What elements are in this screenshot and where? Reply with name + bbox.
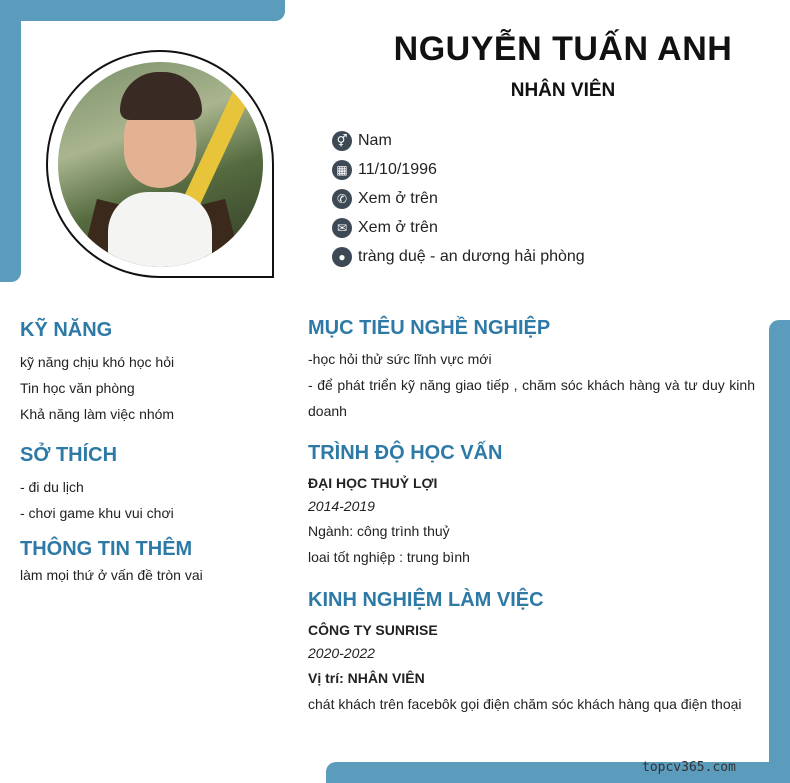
education-heading: TRÌNH ĐỘ HỌC VẤN	[308, 442, 503, 464]
contact-address	[332, 246, 585, 268]
objective-line: -học hỏi thử sức lĩnh vực mới	[308, 351, 492, 367]
objective-body	[308, 346, 755, 424]
contact-email	[332, 217, 438, 239]
objective-line: - để phát triển kỹ năng giao tiếp , chăm sóc khách hàng và tư duy kinh doanh	[308, 377, 755, 419]
skills-heading: KỸ NĂNG	[20, 319, 113, 341]
decor-top-left-bar	[0, 0, 285, 21]
avatar	[58, 62, 263, 267]
skill-item: Khả năng làm việc nhóm	[20, 406, 175, 422]
job-title: NHÂN VIÊN	[510, 80, 616, 101]
education-major: Ngành: công trình thuỷ	[308, 523, 450, 539]
education-school: ĐẠI HỌC THUỶ LỢI	[308, 475, 438, 491]
decor-left-strip	[0, 0, 21, 282]
hobby-item: - chơi game khu vui chơi	[20, 505, 174, 521]
location-icon: ●	[332, 247, 352, 267]
contact-birthday-text: 11/10/1996	[358, 161, 437, 178]
experience-period: 2020-2022	[308, 645, 375, 661]
gender-icon: ⚥	[332, 131, 352, 151]
extra-info-heading: THÔNG TIN THÊM	[20, 538, 193, 560]
contact-address-text: tràng duệ - an dương hải phòng	[358, 248, 585, 265]
objective-heading: MỤC TIÊU NGHỀ NGHIỆP	[308, 317, 551, 339]
calendar-icon: ▦	[332, 160, 352, 180]
contact-birthday	[332, 159, 437, 181]
skill-item: Tin học văn phòng	[20, 380, 135, 396]
experience-company: CÔNG TY SUNRISE	[308, 622, 438, 638]
education-grade: loai tốt nghiệp : trung bình	[308, 549, 470, 565]
education-period: 2014-2019	[308, 498, 375, 514]
phone-icon: ✆	[332, 189, 352, 209]
contact-gender	[332, 130, 392, 152]
hobby-item: - đi du lịch	[20, 479, 84, 495]
decor-right-strip	[769, 320, 790, 765]
contact-gender-text: Nam	[358, 132, 392, 149]
full-name: NGUYỄN TUẤN ANH	[393, 30, 733, 68]
experience-description: chát khách trên facebôk gọi điện chăm sóc khách hàng qua điện thoại	[308, 696, 742, 712]
experience-heading: KINH NGHIỆM LÀM VIỆC	[308, 589, 544, 611]
experience-position: Vị trí: NHÂN VIÊN	[308, 670, 425, 686]
skill-item: kỹ năng chịu khó học hỏi	[20, 354, 175, 370]
contact-phone-text: Xem ở trên	[358, 190, 438, 207]
watermark: topcv365.com	[642, 760, 736, 775]
extra-info-text: làm mọi thứ ở vấn đề tròn vai	[20, 567, 203, 583]
email-icon: ✉	[332, 218, 352, 238]
hobbies-heading: SỞ THÍCH	[20, 444, 118, 466]
contact-email-text: Xem ở trên	[358, 219, 438, 236]
contact-phone	[332, 188, 438, 210]
